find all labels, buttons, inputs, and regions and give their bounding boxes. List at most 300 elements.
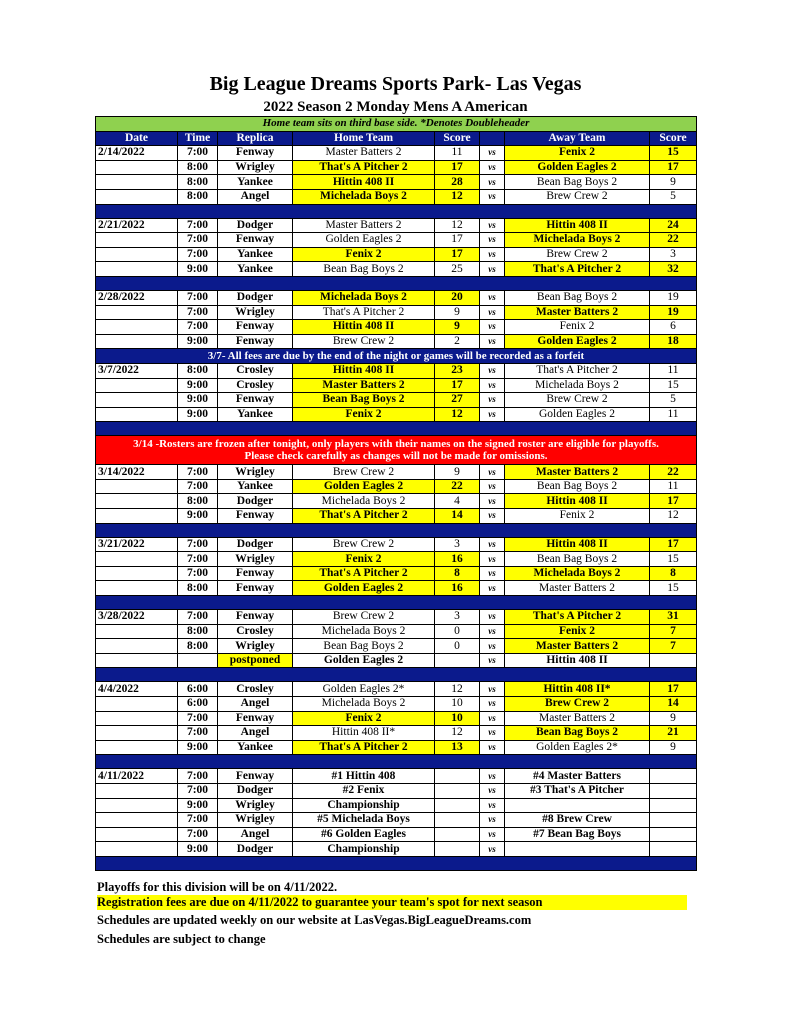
game-date [96,494,178,509]
home-team: Brew Crew 2 [293,610,435,625]
home-team: Michelada Boys 2 [293,494,435,509]
home-team: That's A Pitcher 2 [293,509,435,524]
away-score: 11 [650,479,697,494]
away-score: 11 [650,407,697,422]
away-team: #4 Master Batters [505,769,650,784]
game-date [96,160,178,175]
game-field: Crosley [218,363,293,378]
home-score: 23 [435,363,480,378]
home-score: 4 [435,494,480,509]
schedule-body [96,117,697,871]
home-score: 10 [435,711,480,726]
vs-label: vs [480,494,505,509]
game-date [96,479,178,494]
away-team: Fenix 2 [505,146,650,161]
vs-label: vs [480,407,505,422]
home-team: Michelada Boys 2 [293,624,435,639]
away-team: Golden Eagles 2 [505,407,650,422]
home-score: 10 [435,697,480,712]
game-date: 3/14/2022 [96,465,178,480]
game-row [96,624,697,639]
away-score: 12 [650,509,697,524]
fee-notice-text: 3/7- All fees are due by the end of the night or games will be recorded as a forfeit [96,349,697,364]
away-team: Master Batters 2 [505,465,650,480]
vs-label: vs [480,624,505,639]
away-score [650,653,697,668]
separator-row [96,422,697,436]
game-time: 8:00 [178,639,218,654]
vs-label: vs [480,363,505,378]
game-row [96,363,697,378]
away-team: Golden Eagles 2* [505,740,650,755]
game-date [96,697,178,712]
home-score [435,783,480,798]
vs-label: vs [480,566,505,581]
away-score [650,769,697,784]
game-date: 2/21/2022 [96,218,178,233]
home-score: 9 [435,320,480,335]
header-away-score: Score [650,131,697,146]
header-home-score: Score [435,131,480,146]
home-score: 3 [435,537,480,552]
vs-label: vs [480,653,505,668]
game-field: Wrigley [218,160,293,175]
away-team: Brew Crew 2 [505,393,650,408]
game-field: Fenway [218,393,293,408]
home-team: Golden Eagles 2* [293,682,435,697]
game-field: Fenway [218,769,293,784]
home-team: Fenix 2 [293,711,435,726]
separator-row [96,523,697,537]
vs-label: vs [480,682,505,697]
game-field: Crosley [218,378,293,393]
game-time: 8:00 [178,189,218,204]
separator-row [96,596,697,610]
away-team: #8 Brew Crew [505,813,650,828]
away-team: Bean Bag Boys 2 [505,726,650,741]
vs-label: vs [480,813,505,828]
game-time: 7:00 [178,827,218,842]
home-score: 0 [435,639,480,654]
vs-label: vs [480,552,505,567]
vs-label: vs [480,233,505,248]
header-replica: Replica [218,131,293,146]
home-team: Brew Crew 2 [293,537,435,552]
vs-label: vs [480,827,505,842]
game-time: 7:00 [178,610,218,625]
home-score: 0 [435,624,480,639]
away-score: 8 [650,566,697,581]
home-team: Bean Bag Boys 2 [293,639,435,654]
game-row [96,682,697,697]
away-score: 11 [650,363,697,378]
vs-label: vs [480,218,505,233]
header-home-team: Home Team [293,131,435,146]
vs-label: vs [480,740,505,755]
home-team: Master Batters 2 [293,146,435,161]
game-field: Crosley [218,682,293,697]
game-time: 8:00 [178,363,218,378]
away-score: 9 [650,740,697,755]
home-team: #1 Hittin 408 [293,769,435,784]
game-date [96,566,178,581]
game-row [96,175,697,190]
game-time: 8:00 [178,160,218,175]
away-score: 24 [650,218,697,233]
vs-label: vs [480,610,505,625]
game-date [96,407,178,422]
game-row [96,247,697,262]
vs-label: vs [480,334,505,349]
vs-label: vs [480,479,505,494]
away-team: That's A Pitcher 2 [505,610,650,625]
game-field: Yankee [218,175,293,190]
home-team: Hittin 408 II [293,175,435,190]
home-score: 17 [435,160,480,175]
game-date [96,813,178,828]
away-score: 15 [650,378,697,393]
away-score: 6 [650,320,697,335]
game-time: 6:00 [178,682,218,697]
home-team: Golden Eagles 2 [293,581,435,596]
away-team: That's A Pitcher 2 [505,262,650,277]
game-date: 4/4/2022 [96,682,178,697]
home-score: 9 [435,465,480,480]
game-field: Fenway [218,334,293,349]
vs-label: vs [480,160,505,175]
game-row [96,407,697,422]
away-team: Bean Bag Boys 2 [505,552,650,567]
game-date [96,842,178,857]
game-row [96,233,697,248]
home-team: #6 Golden Eagles [293,827,435,842]
home-team: Bean Bag Boys 2 [293,262,435,277]
away-team [505,842,650,857]
game-row [96,218,697,233]
away-score: 15 [650,146,697,161]
away-score: 22 [650,233,697,248]
game-row [96,320,697,335]
game-row [96,465,697,480]
game-row [96,509,697,524]
vs-label: vs [480,305,505,320]
away-score [650,813,697,828]
home-team: Bean Bag Boys 2 [293,393,435,408]
game-time: 9:00 [178,334,218,349]
game-time: 8:00 [178,494,218,509]
fee-notice-row [96,349,697,364]
game-time: 9:00 [178,393,218,408]
game-time: 7:00 [178,566,218,581]
vs-label: vs [480,320,505,335]
vs-label: vs [480,711,505,726]
home-team: Master Batters 2 [293,218,435,233]
vs-label: vs [480,639,505,654]
game-date [96,639,178,654]
game-row [96,639,697,654]
game-field: postponed [218,653,293,668]
game-date [96,233,178,248]
game-field: Fenway [218,711,293,726]
away-score: 22 [650,465,697,480]
home-score: 17 [435,378,480,393]
away-team: Golden Eagles 2 [505,334,650,349]
separator-row [96,204,697,218]
header-date: Date [96,131,178,146]
away-team: Brew Crew 2 [505,697,650,712]
away-team: Master Batters 2 [505,639,650,654]
away-team: Fenix 2 [505,509,650,524]
game-time: 8:00 [178,175,218,190]
away-score: 21 [650,726,697,741]
separator-cell [96,755,697,769]
away-score: 17 [650,682,697,697]
game-date [96,783,178,798]
game-row [96,711,697,726]
away-team: Golden Eagles 2 [505,160,650,175]
home-score: 12 [435,407,480,422]
game-field: Wrigley [218,813,293,828]
away-team: Master Batters 2 [505,711,650,726]
away-score: 18 [650,334,697,349]
game-row [96,334,697,349]
home-score: 12 [435,218,480,233]
away-score: 15 [650,581,697,596]
home-team: Hittin 408 II [293,363,435,378]
away-team: #7 Bean Bag Boys [505,827,650,842]
game-date [96,189,178,204]
game-row [96,581,697,596]
away-team: Fenix 2 [505,624,650,639]
game-date [96,393,178,408]
away-team: Brew Crew 2 [505,189,650,204]
footer-playoffs: Playoffs for this division will be on 4/11/2022. [97,880,338,894]
game-date [96,653,178,668]
game-time: 7:00 [178,233,218,248]
home-score [435,813,480,828]
game-row [96,189,697,204]
game-date [96,320,178,335]
game-field: Wrigley [218,552,293,567]
game-row [96,552,697,567]
home-score: 3 [435,610,480,625]
home-score: 12 [435,189,480,204]
home-team: Golden Eagles 2 [293,233,435,248]
roster-notice-line: Please check carefully as changes will not be made for omissions. [244,450,548,463]
game-time: 7:00 [178,320,218,335]
game-date [96,378,178,393]
game-row [96,537,697,552]
away-score: 9 [650,175,697,190]
home-team: Fenix 2 [293,552,435,567]
game-row [96,262,697,277]
game-field: Yankee [218,407,293,422]
game-field: Angel [218,697,293,712]
separator-row [96,856,697,870]
game-time: 7:00 [178,247,218,262]
game-time: 7:00 [178,813,218,828]
home-team: Michelada Boys 2 [293,697,435,712]
page-title: Big League Dreams Sports Park- Las Vegas [209,73,582,95]
game-time: 9:00 [178,740,218,755]
vs-label: vs [480,290,505,305]
roster-notice-cell [96,436,697,465]
game-time: 8:00 [178,624,218,639]
game-date [96,247,178,262]
vs-label: vs [480,842,505,857]
game-field: Angel [218,726,293,741]
header-row [96,131,697,146]
separator-row [96,668,697,682]
home-score: 17 [435,247,480,262]
home-team: Brew Crew 2 [293,465,435,480]
game-time: 7:00 [178,783,218,798]
away-team: Hittin 408 II* [505,682,650,697]
game-field: Dodger [218,842,293,857]
game-row [96,827,697,842]
game-date [96,305,178,320]
away-team: Hittin 408 II [505,653,650,668]
away-score [650,827,697,842]
home-score: 14 [435,509,480,524]
separator-row [96,276,697,290]
game-time [178,653,218,668]
game-row [96,769,697,784]
separator-cell [96,276,697,290]
home-score: 20 [435,290,480,305]
game-date [96,509,178,524]
separator-cell [96,856,697,870]
home-score: 27 [435,393,480,408]
game-date [96,740,178,755]
footer-disclaimer: Schedules are subject to change [97,932,266,946]
home-team: #2 Fenix [293,783,435,798]
game-row [96,378,697,393]
home-team: Michelada Boys 2 [293,290,435,305]
vs-label: vs [480,247,505,262]
game-time: 7:00 [178,465,218,480]
away-team: Hittin 408 II [505,494,650,509]
game-time: 7:00 [178,726,218,741]
vs-label: vs [480,175,505,190]
separator-cell [96,523,697,537]
vs-label: vs [480,537,505,552]
game-field: Wrigley [218,798,293,813]
game-date [96,798,178,813]
home-team: Golden Eagles 2 [293,479,435,494]
home-score [435,798,480,813]
home-score: 16 [435,552,480,567]
home-score: 16 [435,581,480,596]
vs-label: vs [480,465,505,480]
away-score: 7 [650,624,697,639]
game-row [96,726,697,741]
game-field: Wrigley [218,639,293,654]
separator-row [96,755,697,769]
home-score: 11 [435,146,480,161]
game-date [96,334,178,349]
away-score: 32 [650,262,697,277]
away-team: Michelada Boys 2 [505,233,650,248]
note-text: Home team sits on third base side. *Denotes Doubleheader [96,117,697,132]
home-score: 13 [435,740,480,755]
game-time: 7:00 [178,537,218,552]
game-date [96,581,178,596]
vs-label: vs [480,697,505,712]
separator-cell [96,596,697,610]
away-score: 7 [650,639,697,654]
game-field: Fenway [218,320,293,335]
game-field: Dodger [218,494,293,509]
home-team: Championship [293,798,435,813]
away-team: Fenix 2 [505,320,650,335]
vs-label: vs [480,769,505,784]
game-time: 7:00 [178,290,218,305]
game-date: 3/21/2022 [96,537,178,552]
separator-cell [96,204,697,218]
game-row [96,160,697,175]
game-time: 9:00 [178,798,218,813]
game-field: Dodger [218,783,293,798]
game-field: Fenway [218,233,293,248]
game-row [96,783,697,798]
away-team: Hittin 408 II [505,218,650,233]
game-time: 9:00 [178,407,218,422]
game-date: 4/11/2022 [96,769,178,784]
home-score [435,653,480,668]
away-score: 5 [650,189,697,204]
game-date [96,175,178,190]
vs-label: vs [480,378,505,393]
away-score: 14 [650,697,697,712]
roster-notice-line: 3/14 -Rosters are frozen after tonight, only players with their names on the signed roster are eligible for playoffs. [133,438,659,451]
game-date [96,552,178,567]
note-row [96,117,697,132]
away-score: 17 [650,494,697,509]
game-field: Angel [218,189,293,204]
vs-label: vs [480,783,505,798]
home-score: 9 [435,305,480,320]
page-subtitle: 2022 Season 2 Monday Mens A American [263,99,528,115]
game-row [96,842,697,857]
separator-cell [96,422,697,436]
game-field: Crosley [218,624,293,639]
schedule-table [95,116,697,871]
game-date [96,827,178,842]
game-field: Angel [218,827,293,842]
away-team: Bean Bag Boys 2 [505,175,650,190]
home-score: 12 [435,682,480,697]
vs-label: vs [480,581,505,596]
header-vs [480,131,505,146]
away-score: 17 [650,160,697,175]
away-score [650,842,697,857]
away-team: Hittin 408 II [505,537,650,552]
game-row [96,740,697,755]
game-date: 2/28/2022 [96,290,178,305]
game-time: 7:00 [178,711,218,726]
game-time: 7:00 [178,479,218,494]
home-score [435,769,480,784]
home-team: That's A Pitcher 2 [293,740,435,755]
home-score: 28 [435,175,480,190]
home-score: 8 [435,566,480,581]
home-score: 2 [435,334,480,349]
home-team: Fenix 2 [293,247,435,262]
game-time: 9:00 [178,509,218,524]
away-team: Master Batters 2 [505,305,650,320]
away-team: That's A Pitcher 2 [505,363,650,378]
